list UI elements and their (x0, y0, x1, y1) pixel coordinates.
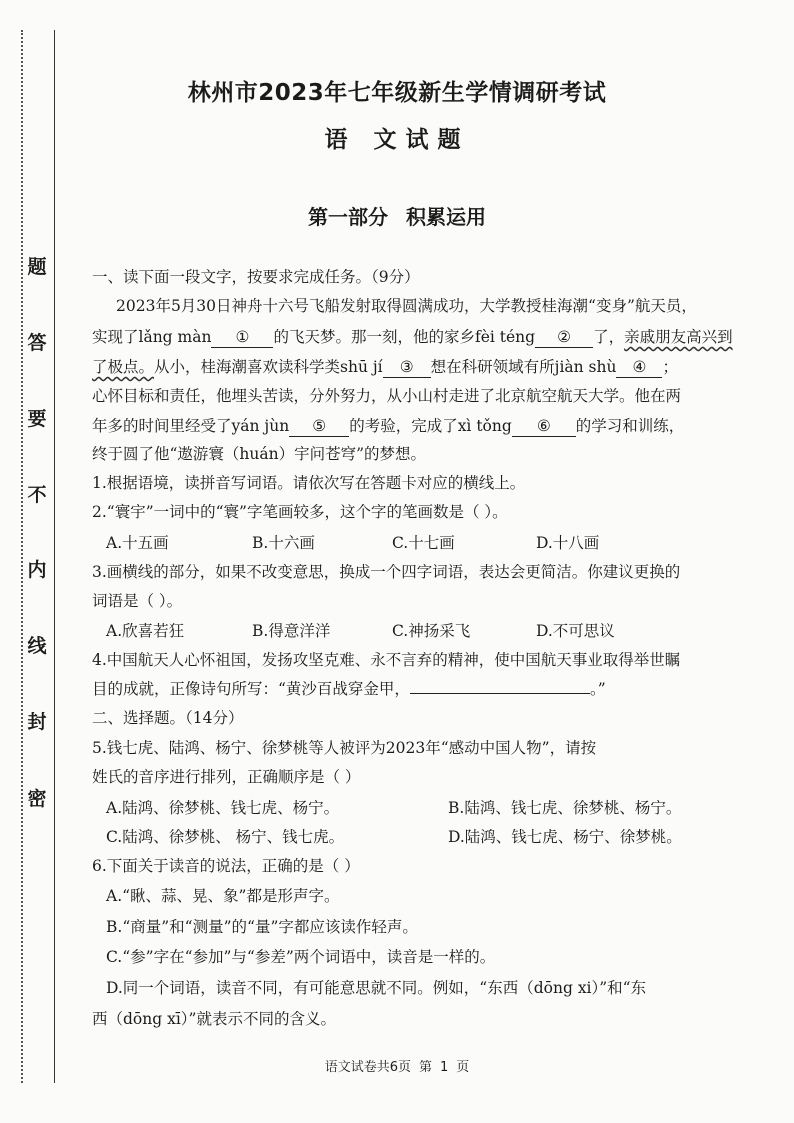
question-5-options (106, 826, 726, 848)
blank-3[interactable]: ③ (383, 358, 431, 378)
seal-char: 线 (27, 635, 47, 657)
blank-2[interactable]: ② (535, 328, 593, 348)
option-b[interactable]: B.十六画 (252, 534, 315, 552)
seal-char: 答 (27, 332, 47, 354)
seal-char: 不 (27, 484, 47, 506)
option-c[interactable]: C.神扬采飞 (392, 622, 471, 640)
passage-text: 的飞天梦。那一刻，他的家乡fèi téng (273, 328, 536, 346)
underlined-phrase: 了极点。 (92, 358, 155, 376)
passage-line: 2023年5月30日神舟十六号飞船发射取得圆满成功，大学教授桂海潮“变身”航天员， (116, 297, 697, 315)
option-d[interactable]: D.同一个词语，读音不同，有可能意思就不同。例如，“东西（dōng xi）”和“东 (106, 979, 647, 997)
passage-text: ； (662, 358, 678, 376)
question-4: 4.中国航天人心怀祖国，发扬攻坚克难、永不言弃的精神，使中国航天事业取得举世瞩 (92, 651, 681, 669)
passage-text: 的学习和训练， (575, 417, 685, 435)
footer-total: 语文试卷共6页 (324, 1060, 411, 1075)
passage-line (92, 415, 684, 437)
footer-page-unit: 页 (456, 1060, 470, 1075)
question-5-stem: 5.钱七虎、陆鸿、杨宁、徐梦桃等人被评为2023年“感动中国人物”，请按 (92, 739, 597, 757)
seal-char: 题 (27, 256, 47, 278)
blank-5[interactable]: ⑤ (289, 417, 349, 437)
footer-page-label: 第 (418, 1060, 432, 1075)
seal-char: 封 (27, 711, 47, 733)
option-a[interactable]: A.陆鸿、徐梦桃、钱七虎、杨宁。 (106, 799, 340, 817)
part-title (0, 201, 794, 230)
option-d[interactable]: D.陆鸿、钱七虎、杨宁、徐梦桃。 (448, 828, 682, 846)
blank-4[interactable]: ④ (616, 358, 662, 378)
passage-line (92, 356, 678, 378)
section2-heading: 二、选择题。（14分） (92, 709, 244, 727)
question-2-stem: 2.“寰宇”一词中的“寰”字笔画较多，这个字的笔画数是（ ）。 (92, 503, 508, 521)
binding-dotted-line (21, 30, 23, 1083)
blank-6[interactable]: ⑥ (512, 417, 576, 437)
question-5-stem: 姓氏的音序进行排列，正确顺序是（ ） (92, 768, 361, 786)
option-b[interactable]: B.“商量”和“测量”的“量”字都应该读作轻声。 (106, 918, 418, 936)
underlined-phrase: 亲戚朋友高兴到 (624, 328, 733, 346)
page-footer (0, 1056, 794, 1075)
option-d[interactable]: D.十八画 (536, 534, 600, 552)
answer-blank[interactable] (410, 693, 590, 694)
subject-title: 语 文试题 (324, 127, 470, 153)
passage-line: 终于圆了他“遨游寰（huán）宇问苍穹”的梦想。 (92, 445, 427, 463)
passage-text: 想在科研领域有所jiàn shù (430, 358, 617, 376)
option-d[interactable]: D.不可思议 (536, 622, 615, 640)
option-c[interactable]: C.“参”字在“参加”与“参差”两个词语中，读音是一样的。 (106, 948, 496, 966)
part-name: 积累运用 (406, 205, 486, 229)
seal-char: 内 (27, 559, 47, 581)
question-4-end: 。” (589, 680, 606, 698)
question-4 (92, 678, 606, 700)
passage-text: 的考验，完成了xì tǒng (349, 417, 512, 435)
section1-heading: 一、读下面一段文字，按要求完成任务。（9分） (92, 268, 420, 286)
passage-text: 了， (593, 328, 625, 346)
passage-line (92, 326, 733, 348)
binding-solid-line (54, 30, 55, 1083)
passage-line: 心怀目标和责任，他埋头苦读，分外努力，从小山村走进了北京航空航天大学。他在两 (92, 387, 682, 405)
question-1: 1.根据语境，读拼音写词语。请依次写在答题卡对应的横线上。 (92, 474, 526, 492)
option-b[interactable]: B.陆鸿、钱七虎、徐梦桃、杨宁。 (448, 799, 682, 817)
seal-char: 密 (27, 788, 47, 810)
option-a[interactable]: A.“瞅、蒜、晃、象”都是形声字。 (106, 887, 340, 905)
question-4-text: 目的成就，正像诗句所写：“黄沙百战穿金甲， (92, 680, 410, 698)
question-3-options (106, 620, 726, 642)
option-b[interactable]: B.得意洋洋 (252, 622, 331, 640)
passage-text: 从小，桂海潮喜欢读科学类shū jí (154, 358, 383, 376)
option-c[interactable]: C.十七画 (392, 534, 455, 552)
question-3-stem: 词语是（ ）。 (92, 592, 183, 610)
part-number: 第一部分 (308, 205, 388, 229)
footer-page-number: 1 (440, 1060, 449, 1075)
passage-text: 实现了lǎng màn (92, 328, 212, 346)
question-2-options (106, 532, 726, 554)
question-5-options (106, 797, 726, 819)
option-a[interactable]: A.欣喜若狂 (106, 622, 185, 640)
seal-char: 要 (27, 408, 47, 430)
option-d-continued: 西（dōng xī）”就表示不同的含义。 (92, 1010, 336, 1028)
option-c[interactable]: C.陆鸿、徐梦桃、 杨宁、钱七虎。 (106, 828, 345, 846)
question-3-stem: 3.画横线的部分，如果不改变意思，换成一个四字词语，表达会更简洁。你建议更换的 (92, 563, 681, 581)
exam-title: 林州市2023年七年级新生学情调研考试 (187, 80, 607, 106)
question-6-stem: 6.下面关于读音的说法，正确的是（ ） (92, 857, 360, 875)
blank-1[interactable]: ① (211, 328, 273, 348)
option-a[interactable]: A.十五画 (106, 534, 169, 552)
passage-text: 年多的时间里经受了yán jùn (92, 417, 290, 435)
